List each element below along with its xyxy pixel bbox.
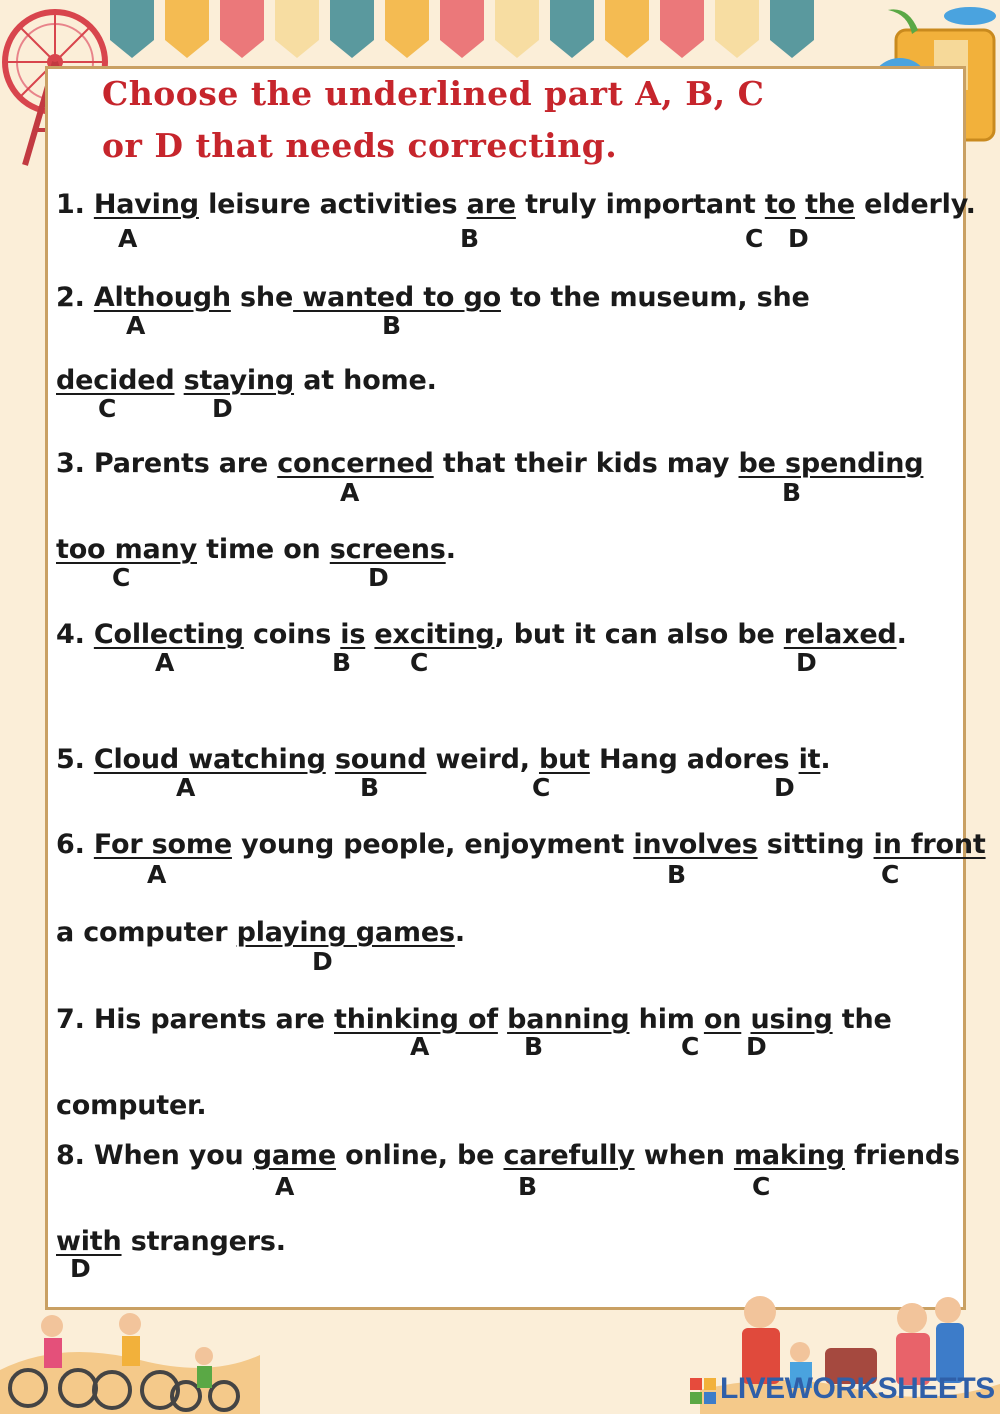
bunting-flag <box>275 0 319 58</box>
option-label-a: A <box>340 478 360 507</box>
underlined-part: concerned <box>277 448 434 479</box>
option-label-a: A <box>155 648 175 677</box>
sentence-text: . <box>820 744 831 775</box>
bunting-flag <box>605 0 649 58</box>
question-6-line-2 <box>56 916 465 950</box>
underlined-part: Collecting <box>93 619 244 650</box>
question-7-line-2 <box>56 1089 206 1123</box>
question-number: 2. <box>56 282 85 313</box>
option-label-b: B <box>332 648 352 677</box>
underlined-part: screens <box>329 534 446 565</box>
underlined-part: Having <box>93 189 199 220</box>
sentence-text: a computer <box>56 917 237 948</box>
sentence-text: Hang adores <box>589 744 799 775</box>
sentence-text: coins <box>243 619 341 650</box>
option-label-c: C <box>752 1172 771 1201</box>
question-number: 3. <box>56 448 85 479</box>
question-2-line-2 <box>56 364 437 398</box>
question-number: 7. <box>56 1004 85 1035</box>
question-1-line-1 <box>56 188 976 222</box>
bunting-flag <box>660 0 704 58</box>
underlined-part: it <box>798 744 821 775</box>
underlined-part: decided <box>56 365 175 396</box>
sentence-text <box>498 1004 507 1035</box>
sentence-text: truly important <box>515 189 765 220</box>
option-label-a: A <box>176 773 196 802</box>
underlined-part: thinking of <box>334 1004 498 1035</box>
question-number: 1. <box>56 189 85 220</box>
sentence-text: when <box>634 1140 734 1171</box>
option-label-b: B <box>518 1172 538 1201</box>
underlined-part: are <box>466 189 516 220</box>
bunting-flag <box>110 0 154 58</box>
bunting-flag <box>220 0 264 58</box>
sentence-text: . <box>454 917 465 948</box>
question-5-line-1 <box>56 743 830 777</box>
sentence-text: . <box>445 534 456 565</box>
option-label-a: A <box>118 224 138 253</box>
option-label-a: A <box>275 1172 295 1201</box>
sentence-text: him <box>629 1004 704 1035</box>
sentence-text: young people, enjoyment <box>231 829 634 860</box>
underlined-part: Cloud watching <box>93 744 326 775</box>
title-line-1: Choose the underlined part A, B, C <box>102 74 765 113</box>
question-4-line-1 <box>56 618 907 652</box>
underlined-part: involves <box>633 829 758 860</box>
option-label-d: D <box>312 947 333 976</box>
underlined-part: sound <box>334 744 427 775</box>
underlined-part: carefully <box>503 1140 635 1171</box>
sentence-text: time on <box>196 534 330 565</box>
option-label-c: C <box>98 394 117 423</box>
option-label-d: D <box>746 1032 767 1061</box>
sentence-text: . <box>896 619 907 650</box>
underlined-part: staying <box>183 365 295 396</box>
option-label-b: B <box>667 860 687 889</box>
underlined-part: in front <box>873 829 986 860</box>
option-label-b: B <box>360 773 380 802</box>
worksheet-panel <box>45 66 966 1310</box>
underlined-part: Although <box>93 282 231 313</box>
bunting-flag <box>440 0 484 58</box>
sentence-text <box>85 744 94 775</box>
underlined-part: exciting <box>374 619 495 650</box>
sentence-text <box>85 829 94 860</box>
underlined-part: go <box>463 282 501 313</box>
underlined-part: playing games <box>236 917 455 948</box>
bunting-flag <box>495 0 539 58</box>
option-label-d: D <box>796 648 817 677</box>
option-label-b: B <box>524 1032 544 1061</box>
sentence-text: weird, <box>426 744 539 775</box>
option-label-d: D <box>774 773 795 802</box>
bunting-flag <box>770 0 814 58</box>
underlined-part: using <box>750 1004 833 1035</box>
question-2-line-1 <box>56 281 810 315</box>
option-label-b: B <box>382 311 402 340</box>
bunting-flag <box>330 0 374 58</box>
option-label-c: C <box>745 224 764 253</box>
question-number: 8. <box>56 1140 85 1171</box>
option-label-c: C <box>112 563 131 592</box>
option-label-c: C <box>681 1032 700 1061</box>
sentence-text: Parents are <box>84 448 278 479</box>
sentence-text <box>85 619 94 650</box>
underlined-part: too many <box>56 534 197 565</box>
sentence-text: the <box>832 1004 892 1035</box>
underlined-part: to <box>764 189 796 220</box>
question-6-line-1 <box>56 828 986 862</box>
underlined-part: making <box>733 1140 845 1171</box>
option-label-c: C <box>532 773 551 802</box>
sentence-text <box>796 189 805 220</box>
sentence-text: elderly. <box>854 189 976 220</box>
sentence-text: at home. <box>294 365 437 396</box>
question-8-line-1 <box>56 1139 960 1173</box>
bunting-flag <box>385 0 429 58</box>
underlined-part: wanted to <box>293 282 464 313</box>
sentence-text: When you <box>84 1140 253 1171</box>
instruction-title <box>102 68 802 172</box>
sentence-text <box>326 744 335 775</box>
option-label-c: C <box>410 648 429 677</box>
question-number: 4. <box>56 619 85 650</box>
underlined-part: but <box>538 744 590 775</box>
bunting-flag <box>715 0 759 58</box>
question-3-line-1 <box>56 447 923 481</box>
underlined-part: the <box>805 189 855 220</box>
option-label-d: D <box>70 1254 91 1283</box>
bunting-flag <box>550 0 594 58</box>
underlined-part: banning <box>507 1004 630 1035</box>
option-label-a: A <box>126 311 146 340</box>
sentence-text: , but it can also be <box>494 619 784 650</box>
sentence-text: computer. <box>56 1090 207 1121</box>
question-number: 6. <box>56 829 85 860</box>
underlined-part: on <box>703 1004 742 1035</box>
option-label-c: C <box>881 860 900 889</box>
sentence-text: to the museum, she <box>500 282 810 313</box>
underlined-part: is <box>340 619 366 650</box>
bunting-flag <box>165 0 209 58</box>
liveworksheets-watermark: LIVEWORKSHEETS <box>720 1372 995 1405</box>
sentence-text: leisure activities <box>198 189 467 220</box>
sentence-text: friends <box>844 1140 960 1171</box>
sentence-text: online, be <box>335 1140 504 1171</box>
option-label-a: A <box>147 860 167 889</box>
underlined-part: with <box>56 1226 122 1257</box>
sentence-text <box>174 365 183 396</box>
sentence-text: sitting <box>757 829 874 860</box>
underlined-part: game <box>252 1140 336 1171</box>
underlined-part: relaxed <box>783 619 897 650</box>
option-label-a: A <box>410 1032 430 1061</box>
question-3-line-2 <box>56 533 456 567</box>
liveworksheets-logo-icon <box>690 1378 716 1404</box>
option-label-b: B <box>460 224 480 253</box>
title-line-2: or D that needs correcting. <box>102 126 618 165</box>
cyclists-illustration <box>0 1250 260 1414</box>
sentence-text: His parents are <box>84 1004 334 1035</box>
option-label-b: B <box>782 478 802 507</box>
question-number: 5. <box>56 744 85 775</box>
option-label-d: D <box>212 394 233 423</box>
sentence-text: strangers. <box>121 1226 286 1257</box>
option-label-d: D <box>788 224 809 253</box>
sentence-text: that their kids may <box>433 448 739 479</box>
underlined-part: be spending <box>738 448 924 479</box>
underlined-part: For some <box>93 829 232 860</box>
sentence-text: she <box>230 282 294 313</box>
option-label-d: D <box>368 563 389 592</box>
